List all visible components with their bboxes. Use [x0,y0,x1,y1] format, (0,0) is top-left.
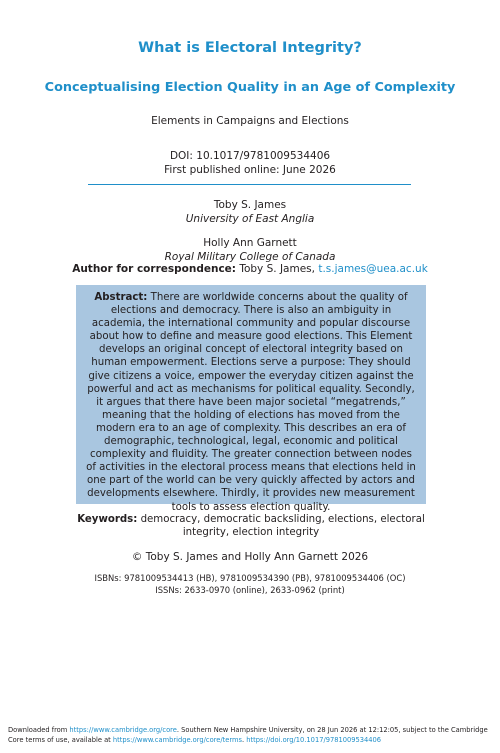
author-1 [0,198,500,226]
author-2 [0,236,500,264]
copyright-notice: © Toby S. James and Holly Ann Garnett 2026 [131,551,369,563]
keywords-label: Keywords: [77,514,138,525]
publication-info [0,149,500,177]
abstract-label: Abstract: [94,292,148,303]
author-affiliation: Royal Military College of Canada [164,251,336,263]
footer-doi-link[interactable]: https://doi.org/10.1017/9781009534406 [246,736,382,744]
footer-core-link[interactable]: https://www.cambridge.org/core [69,726,177,734]
correspondence-email-link[interactable]: t.s.james@uea.ac.uk [318,263,428,275]
keywords-block [76,513,426,539]
footer-terms-link[interactable]: https://www.cambridge.org/core/terms [112,736,243,744]
first-published-text: First published online: June 2026 [164,164,336,176]
author-name: Holly Ann Garnett [203,237,297,249]
divider-rule [88,184,411,185]
abstract-box [76,285,426,513]
correspondence-label: Author for correspondence: [72,263,236,275]
footer-text: . Southern New Hampshire University, on 28 Jun 2026 at 12:12:05, subject to the Cambridge Core terms of use, available at [8,726,488,744]
download-footer [8,725,496,745]
isbns-text: ISBNs: 9781009534413 (HB), 9781009534390 (PB), 9781009534406 (OC) [94,573,406,583]
abstract-text: There are worldwide concerns about the quality of elections and democracy. There is also an ambiguity in academia, the international community and popular discourse about how to define and measure good elections. This Element develops an original concept of electoral integrity based on human empowerment. Elections serve a purpose: They should give citizens a voice, empower the everyday citizen against the powerful and act as mechanisms for political equality. Secondly, it argues that there have been major societal “megatrends,” meaning that the holding of elections has moved from the modern era to an age of complexity. This describes an era of demographic, technological, legal, economic and political complexity and fluidity. The greater connection between nodes of activities in the electoral process means that elections held in one part of the world can be very quickly affected by actors and developments elsewhere. Thirdly, it provides new measurement tools to assess election quality. [86,292,416,513]
correspondence-name: Toby S. James, [236,263,319,275]
doi-text: DOI: 10.1017/9781009534406 [169,150,331,162]
keywords-text: democracy, democratic backsliding, elections, electoral integrity, election integrity [137,514,425,539]
footer-text: Downloaded from [8,726,70,734]
series-name: Elements in Campaigns and Elections [151,115,349,127]
identifiers-block [0,572,500,596]
footer-text: . [242,736,247,744]
page-title: What is Electoral Integrity? [138,40,362,56]
author-name: Toby S. James [213,199,287,211]
author-affiliation: University of East Anglia [185,213,315,225]
page-subtitle: Conceptualising Election Quality in an Age of Complexity [44,80,456,95]
issns-text: ISSNs: 2633-0970 (online), 2633-0962 (print) [155,585,345,595]
correspondence-line [0,263,500,275]
